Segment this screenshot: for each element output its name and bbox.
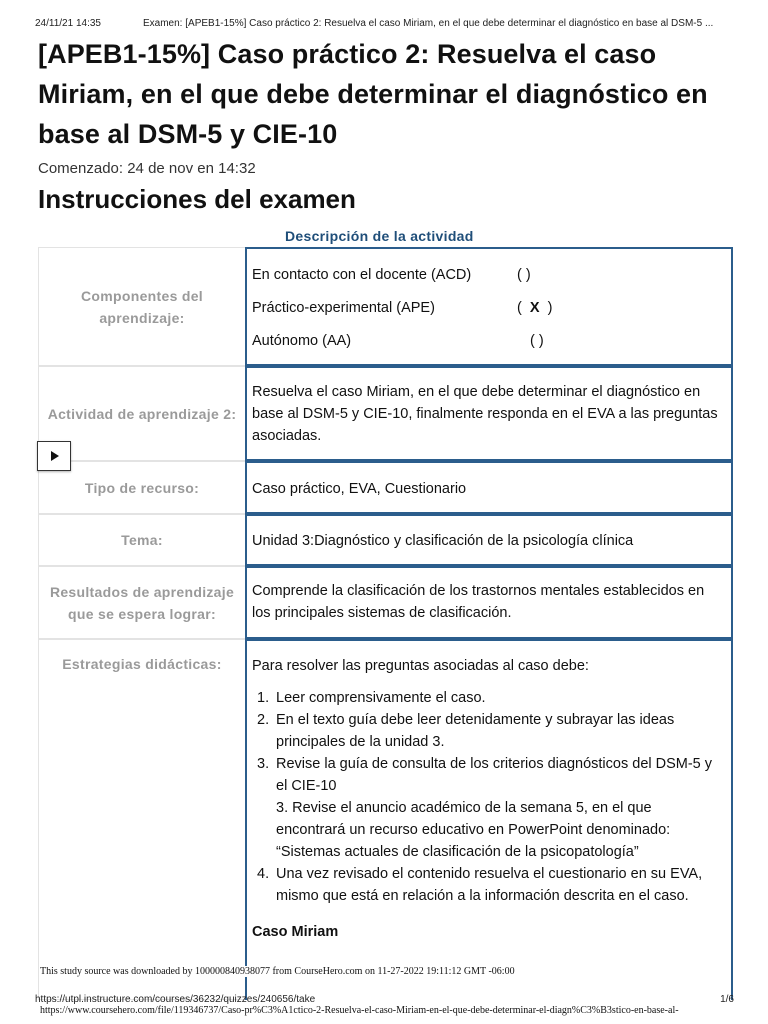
table-row-topic (38, 514, 733, 566)
list-item: 3. Revise la guía de consulta de los criterios diagnósticos del DSM-5 y el CIE-10 3. Revise el anuncio académico de la semana 5, en el que encontrará un recurso educativo en PowerPoint denominado: “Sistemas actuales de clasificación de la psicopatología” (252, 753, 721, 863)
print-date: 24/11/21 14:35 (35, 18, 101, 29)
quiz-title: [APEB1-15%] Caso práctico 2: Resuelva el caso Miriam, en el que debe determinar el diagnóstico en base al DSM-5 y CIE-10 (38, 39, 708, 149)
table-row-strategies (38, 639, 733, 1000)
activity-label: Actividad de aprendizaje 2: (38, 366, 245, 461)
download-watermark: This study source was downloaded by 100000840938077 from CourseHero.com on 11-27-2022 19:11:12 GMT -06:00 (40, 966, 515, 977)
strategies-label: Estrategias didácticas: (38, 639, 245, 1000)
resource-value: Caso práctico, EVA, Cuestionario (245, 461, 733, 514)
components-value (245, 247, 733, 366)
print-page-title: Examen: [APEB1-15%] Caso práctico 2: Resuelva el caso Miriam, en el que debe determinar el diagnóstico en base al DSM-5 ... (143, 18, 714, 29)
activity-description-table (38, 247, 733, 1000)
resource-label: Tipo de recurso: (38, 461, 245, 514)
activity-value: Resuelva el caso Miriam, en el que debe determinar el diagnóstico en base al DSM-5 y CIE-10, finalmente responda en el EVA a las preguntas asociadas. (245, 366, 733, 461)
play-button[interactable] (37, 441, 71, 471)
list-item: 4. Una vez revisado el contenido resuelva el cuestionario en su EVA, mismo que está en relación a la información descrita en el caso. (257, 866, 703, 904)
table-row-outcomes (38, 566, 733, 639)
footer-url: https://utpl.instructure.com/courses/36232/quizzes/240656/take (35, 994, 316, 1005)
table-row-components (38, 247, 733, 366)
component-aa: Autónomo (AA) (252, 333, 352, 349)
outcomes-value: Comprende la clasificación de los trastornos mentales establecidos en los principales sistemas de clasificación. (245, 566, 733, 639)
strategies-value (245, 639, 733, 1000)
components-label: Componentes del aprendizaje: (38, 247, 245, 366)
list-item-subtext: 3. Revise el anuncio académico de la semana 5, en el que encontrará un recurso educativo en PowerPoint denominado: “Sistemas actuales de clasificación de la psicopatología” (276, 800, 671, 860)
list-item: 2. En el texto guía debe leer detenidamente y subrayar las ideas principales de la unidad 3. (257, 712, 675, 750)
component-ape: Práctico-experimental (APE) (252, 300, 435, 316)
activity-description-caption: Descripción de la actividad (285, 228, 474, 244)
component-acd: En contacto con el docente (ACD) (252, 267, 472, 283)
instructions-heading: Instrucciones del examen (38, 184, 356, 214)
list-item: 1. Leer comprensivamente el caso. (257, 690, 486, 706)
strategy-steps-list (252, 687, 721, 907)
started-timestamp: Comenzado: 24 de nov en 14:32 (38, 160, 256, 177)
play-icon (51, 451, 59, 461)
component-aa-mark: ( ) (530, 333, 544, 349)
topic-label: Tema: (38, 514, 245, 566)
table-row-activity (38, 366, 733, 461)
table-row-resource (38, 461, 733, 514)
strategies-intro: Para resolver las preguntas asociadas al caso debe: (252, 658, 589, 674)
outcomes-label: Resultados de aprendizaje que se espera lograr: (38, 566, 245, 639)
topic-value: Unidad 3:Diagnóstico y clasificación de la psicología clínica (245, 514, 733, 566)
page-number: 1/6 (720, 994, 734, 1005)
print-header (35, 18, 738, 32)
coursehero-url: https://www.coursehero.com/file/119346737/Caso-pr%C3%A1ctico-2-Resuelva-el-caso-Miriam-en-el-que-debe-determinar-el-diagn%C3%B3stico-en-base-al- (40, 1005, 679, 1016)
component-ape-mark: ( X ) (517, 300, 553, 316)
case-title: Caso Miriam (252, 924, 339, 940)
component-acd-mark: ( ) (517, 267, 531, 283)
